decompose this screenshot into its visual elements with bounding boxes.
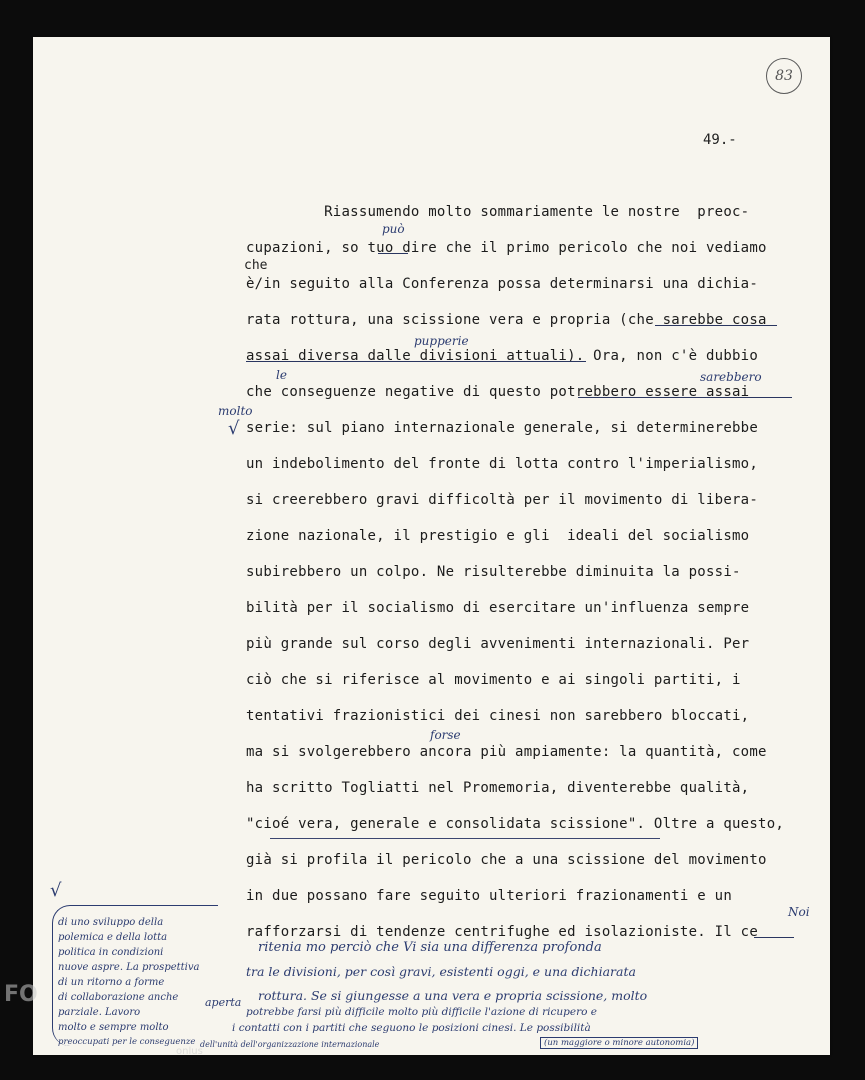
insertion-le: le: [276, 368, 287, 382]
typed-line: tentativi frazionistici dei cinesi non sarebbero bloccati,: [246, 708, 750, 724]
handwritten-line: rottura. Se si giungesse a una vera e propria scissione, molto: [258, 988, 648, 1003]
typed-line: rata rottura, una scissione vera e propria (che sarebbe cosa: [246, 312, 767, 328]
strikethrough-assai-diversa: [246, 361, 586, 362]
handwritten-line: (un maggiore o minore autonomia): [540, 1037, 698, 1049]
typed-line: zione nazionale, il prestigio e gli ideali del socialismo: [246, 528, 750, 544]
margin-note: [58, 915, 208, 1050]
page-number: 49.-: [703, 132, 737, 148]
typed-line: serie: sul piano internazionale generale, si determinerebbe: [246, 420, 759, 436]
strikethrough-il-ce: [754, 937, 794, 938]
margin-note-line: politica in condizioni: [58, 947, 164, 958]
typed-line: ciò che si riferisce al movimento e ai singoli partiti, i: [246, 672, 741, 688]
archive-number-circle: 83: [766, 58, 802, 94]
typed-line: già si profila il pericolo che a una scissione del movimento: [246, 852, 767, 868]
margin-note-line: nuove aspre. La prospettiva: [58, 962, 200, 973]
typed-line: subirebbero un colpo. Ne risulterebbe diminuita la possi-: [246, 564, 741, 580]
typed-line: ma si svolgerebbero ancora più ampiamente: la quantità, come: [246, 744, 767, 760]
handwritten-line: i contatti con i partiti che seguono le posizioni cinesi. Le possibilità: [232, 1022, 591, 1034]
strikethrough-potrebbero: [578, 397, 792, 398]
typed-line: più grande sul corso degli avvenimenti internazionali. Per: [246, 636, 750, 652]
margin-note-line: parziale. Lavoro: [58, 1007, 141, 1018]
typed-line: bilità per il socialismo di esercitare un'influenza sempre: [246, 600, 750, 616]
insertion-pupperie: pupperie: [414, 334, 469, 348]
margin-insert-aperta: aperta: [205, 996, 242, 1009]
handwritten-line: ritenia mo perciò che Vi sia una differenza profonda: [258, 940, 602, 955]
margin-note-line: preoccupati per le conseguenze: [58, 1037, 196, 1047]
typed-line: ha scritto Togliatti nel Promemoria, diventerebbe qualità,: [246, 780, 750, 796]
typed-line: un indebolimento del fronte di lotta contro l'imperialismo,: [246, 456, 759, 472]
typed-line: cupazioni, so tuo dire che il primo pericolo che noi vediamo: [246, 240, 767, 256]
insertion-puo: può: [382, 222, 405, 236]
typed-line: rafforzarsi di tendenze centrifughe ed isolazioniste. Il ce: [246, 924, 759, 940]
typed-line: si creerebbero gravi difficoltà per il movimento di libera-: [246, 492, 759, 508]
quote-underline: [270, 838, 660, 839]
typed-line: è/in seguito alla Conferenza possa determinarsi una dichia-: [246, 276, 759, 292]
strikethrough-che-sarebbe: [655, 325, 777, 326]
watermark-logo: FO: [4, 982, 38, 1007]
margin-check-mark-bottom: √: [50, 880, 62, 901]
bottom-overflow-text: dell'unità dell'organizzazione internazionale: [200, 1040, 380, 1049]
margin-note-line: di un ritorno a forme: [58, 977, 165, 988]
insertion-che: che: [244, 258, 268, 273]
typed-line: "cioé vera, generale e consolidata scissione". Oltre a questo,: [246, 816, 785, 832]
handwritten-line: potrebbe farsi più difficile molto più difficile l'azione di ricupero e: [246, 1006, 597, 1018]
insertion-noi: Noi: [788, 905, 810, 919]
insertion-forse: forse: [430, 728, 461, 742]
typed-line: in due possano fare seguito ulteriori frazionamenti e un: [246, 888, 733, 904]
margin-note-line: di collaborazione anche: [58, 992, 179, 1003]
handwritten-line: tra le divisioni, per così gravi, esistenti oggi, e una dichiarata: [246, 964, 636, 979]
strikethrough-tuo: [378, 253, 408, 254]
insertion-sarebbero: sarebbero: [700, 370, 762, 384]
typed-line: Riassumendo molto sommariamente le nostre preoc-: [246, 204, 750, 220]
insertion-molto: molto: [218, 404, 253, 418]
margin-note-line: molto e sempre molto: [58, 1022, 169, 1033]
margin-check-mark: √: [228, 418, 240, 439]
typed-line: che conseguenze negative di questo potrebbero essere assai: [246, 384, 750, 400]
typed-line: assai diversa dalle divisioni attuali). Ora, non c'è dubbio: [246, 348, 759, 364]
margin-note-line: polemica e della lotta: [58, 932, 168, 943]
watermark-subtitle: onlus: [176, 1046, 203, 1057]
margin-note-line: di uno sviluppo della: [58, 917, 164, 928]
